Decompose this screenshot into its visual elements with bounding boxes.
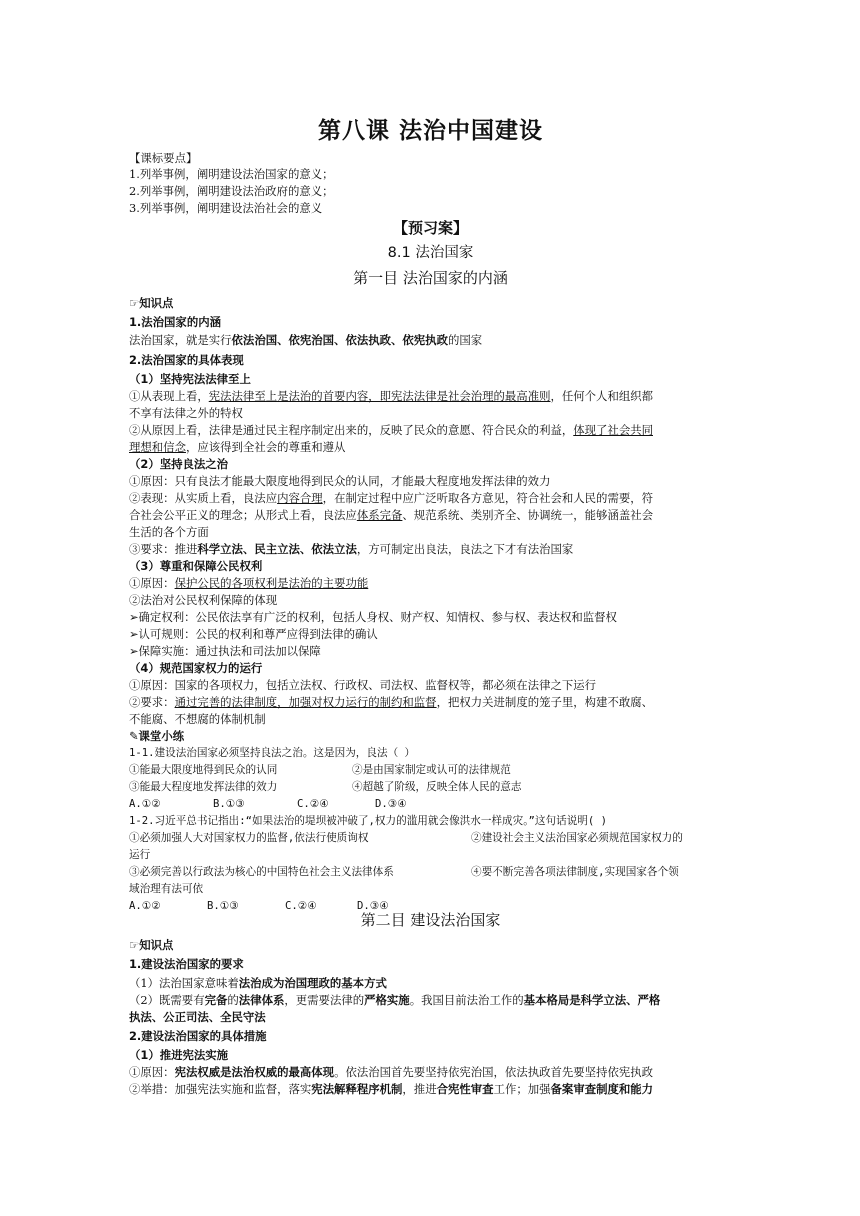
subsection-title: （1）坚持宪法法律至上	[129, 372, 251, 386]
question-options-row	[129, 762, 732, 778]
question-options-row	[129, 864, 732, 880]
preview-heading: 【预习案】	[392, 219, 468, 237]
question-option-cont: 域治理有法可依	[129, 883, 204, 895]
bullet-line: ➢确定权利：公民依法享有广泛的权利，包括人身权、财产权、知情权、参与权、表达权和监督权	[129, 610, 617, 624]
text-line: 不享有法律之外的特权	[129, 406, 243, 420]
question-stem: 1-1.建设法治国家必须坚持良法之治。这是因为，良法（ ）	[129, 747, 416, 759]
part1-heading: 第一目 法治国家的内涵	[353, 269, 508, 287]
text-line: 生活的各个方面	[129, 525, 209, 539]
text-line: （2）既需要有完备的法律体系，更需要法律的严格实施。我国目前法治工作的基本格局是科学立法、严格	[129, 993, 661, 1007]
text-line: ②从原因上看，法律是通过民主程序制定出来的，反映了民众的意愿、符合民众的利益，体现了社会共同	[129, 423, 653, 437]
knowledge-title: 1.法治国家的内涵	[129, 315, 221, 329]
standards-heading: 【课标要点】	[129, 151, 198, 165]
standards-item: 2.列举事例，阐明建设法治政府的意义；	[129, 184, 334, 198]
text-line: ②举措：加强宪法实施和监督，落实宪法解释程序机制，推进合宪性审查工作；加强备案审查制度和能力	[129, 1082, 654, 1096]
text-line: 合社会公平正义的理念；从形式上看，良法应体系完备、规范系统、类别齐全、协调统一，能够涵盖社会	[129, 508, 654, 522]
question-options-row	[129, 830, 732, 846]
text-line: ①原因：宪法权威是法治权威的最高体现。依法治国首先要坚持依宪治国，依法执政首先要坚持依宪执政	[129, 1065, 654, 1079]
answer-choice[interactable]: B.①③	[213, 798, 245, 810]
question-options-row	[129, 779, 732, 795]
standards-item: 1.列举事例，阐明建设法治国家的意义；	[129, 167, 334, 181]
text-line: ①从表现上看，宪法法律至上是法治的首要内容，即宪法法律是社会治理的最高准则，任何个人和组织都	[129, 389, 654, 403]
text-line: ②要求：通过完善的法律制度，加强对权力运行的制约和监督，把权力关进制度的笼子里，构建不敢腐、	[129, 695, 654, 709]
answer-choice[interactable]: B.①③	[207, 900, 239, 912]
answer-choices	[129, 796, 732, 812]
question-option: ③必须完善以行政法为核心的中国特色社会主义法律体系	[129, 866, 394, 878]
section-heading: 8.1 法治国家	[387, 245, 474, 261]
question-option: ②建设社会主义法治国家必须规范国家权力的	[471, 832, 683, 844]
knowledge-label: ☞知识点	[129, 296, 174, 310]
question-option: ②是由国家制定或认可的法律规范	[352, 764, 511, 776]
question-option: ④要不断完善各项法律制度,实现国家各个领	[471, 866, 679, 878]
subsection-title: （2）坚持良法之治	[129, 457, 229, 471]
answer-choice[interactable]: C.②④	[297, 798, 329, 810]
text-line: ①原因：保护公民的各项权利是法治的主要功能	[129, 576, 369, 590]
text-line: 执法、公正司法、全民守法	[129, 1010, 266, 1024]
text-line: ①原因：只有良法才能最大限度地得到民众的认同，才能最大程度地发挥法律的效力	[129, 474, 551, 488]
knowledge-title: 1.建设法治国家的要求	[129, 957, 244, 971]
text-line: 法治国家，就是实行依法治国、依宪治国、依法执政、依宪执政的国家	[129, 333, 483, 347]
standards-item: 3.列举事例，阐明建设法治社会的意义	[129, 201, 323, 215]
text-line: （1）法治国家意味着法治成为治国理政的基本方式	[129, 976, 387, 990]
text-line: ①原因：国家的各项权力，包括立法权、行政权、司法权、监督权等，都必须在法律之下运行	[129, 678, 597, 692]
knowledge-label: ☞知识点	[129, 938, 174, 952]
answer-choice[interactable]: A.①②	[129, 798, 161, 810]
text-line: 不能腐、不想腐的体制机制	[129, 712, 266, 726]
answer-choice[interactable]: C.②④	[285, 900, 317, 912]
page-title: 第八课 法治中国建设	[317, 118, 543, 144]
question-option: ③能最大程度地发挥法律的效力	[129, 781, 278, 793]
answer-choice[interactable]: D.③④	[375, 798, 407, 810]
bullet-line: ➢认可规则：公民的权利和尊严应得到法律的确认	[129, 627, 378, 641]
subsection-title: （3）尊重和保障公民权利	[129, 559, 263, 573]
question-option: ①能最大限度地得到民众的认同	[129, 764, 278, 776]
text-line: ②法治对公民权利保障的体现	[129, 593, 278, 607]
subsection-title: （1）推进宪法实施	[129, 1048, 229, 1062]
question-option-cont: 运行	[129, 849, 151, 861]
part2-heading: 第二目 建设法治国家	[360, 911, 501, 929]
knowledge-title: 2.法治国家的具体表现	[129, 353, 244, 367]
text-line: ②表现：从实质上看，良法应内容合理，在制定过程中应广泛听取各方意见，符合社会和人民的需要，符	[129, 491, 654, 505]
question-stem: 1-2.习近平总书记指出:“如果法治的堤坝被冲破了,权力的滥用就会像洪水一样成灾。”这句话说明( )	[129, 815, 608, 827]
text-line: ③要求：推进科学立法、民主立法、依法立法，方可制定出良法，良法之下才有法治国家	[129, 542, 574, 556]
text-line: 理想和信念，应该得到全社会的尊重和遵从	[129, 440, 346, 454]
practice-label: ✎课堂小练	[129, 729, 185, 743]
subsection-title: （4）规范国家权力的运行	[129, 661, 263, 675]
question-option: ①必须加强人大对国家权力的监督,依法行使质询权	[129, 832, 369, 844]
answer-choice[interactable]: A.①②	[129, 900, 161, 912]
answer-choice[interactable]: D.③④	[357, 900, 389, 912]
bullet-line: ➢保障实施：通过执法和司法加以保障	[129, 644, 321, 658]
question-option: ④超越了阶级，反映全体人民的意志	[352, 781, 522, 793]
knowledge-title: 2.建设法治国家的具体措施	[129, 1029, 267, 1043]
